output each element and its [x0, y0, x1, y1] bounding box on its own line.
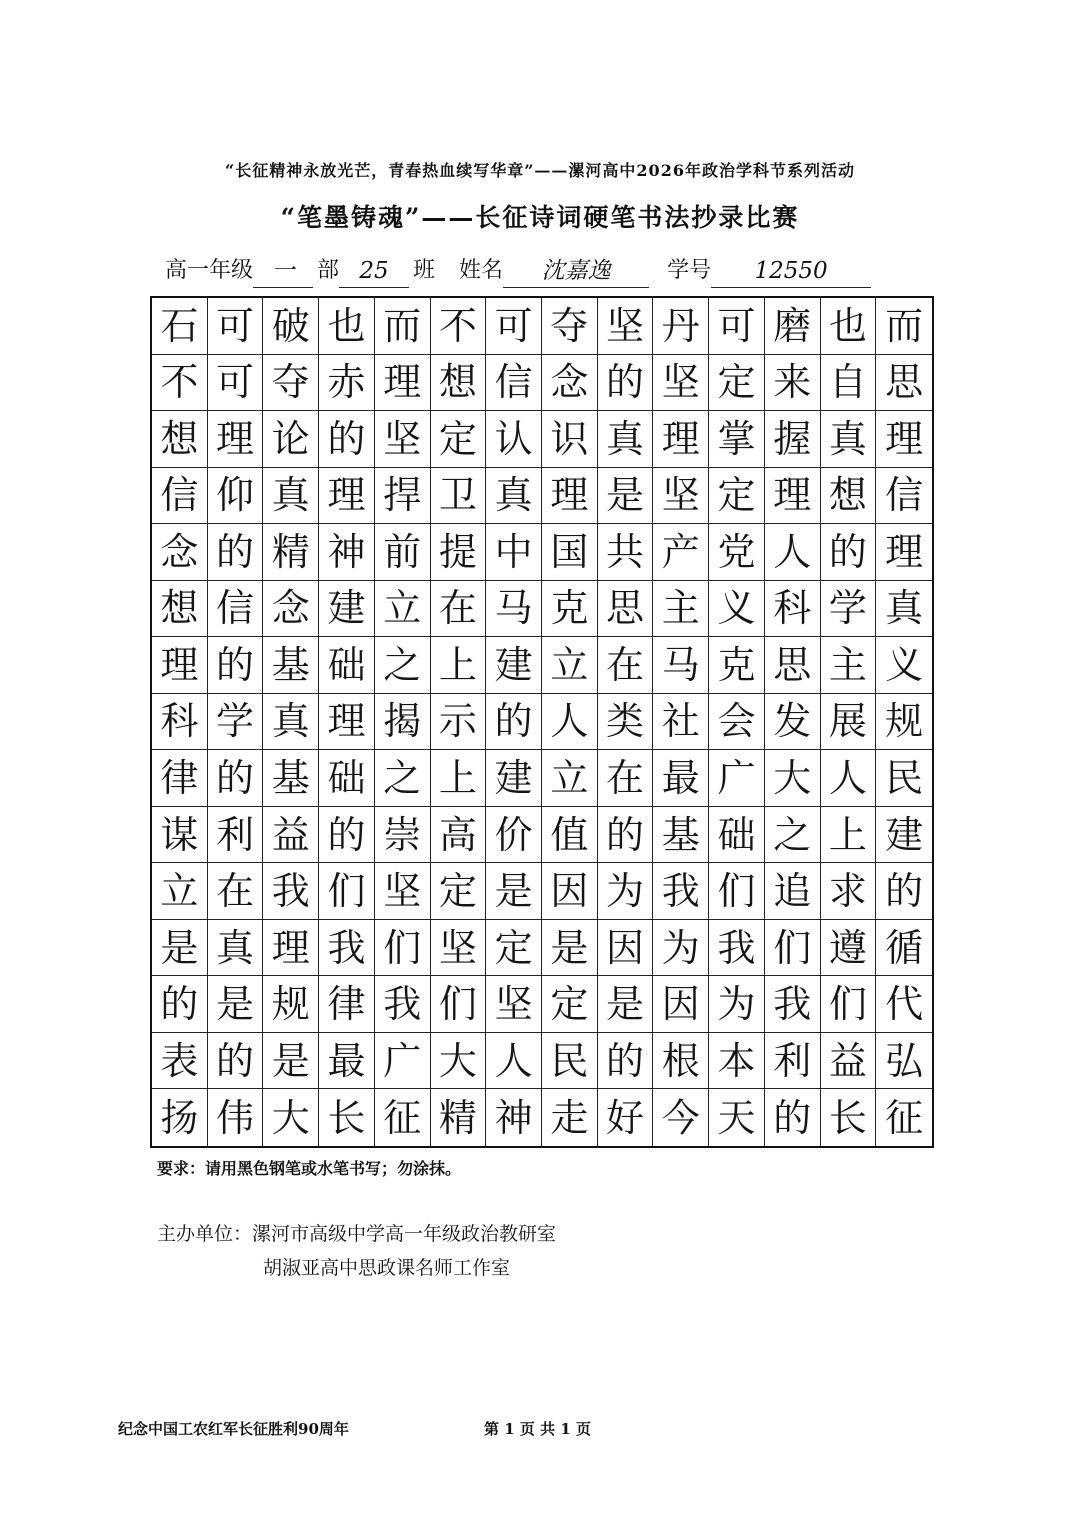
grid-cell: 的	[319, 411, 375, 468]
grid-cell: 的	[821, 524, 877, 581]
grid-cell: 为	[653, 920, 709, 977]
grid-cell: 真	[263, 694, 319, 751]
grid-cell: 们	[375, 920, 431, 977]
grid-cell: 是	[152, 920, 208, 977]
grid-cell: 坚	[375, 411, 431, 468]
grid-cell: 的	[208, 1033, 264, 1090]
grid-cell: 念	[263, 581, 319, 638]
grid-cell: 仰	[208, 468, 264, 525]
grid-cell: 理	[375, 355, 431, 412]
grid-cell: 们	[821, 976, 877, 1033]
grid-cell: 利	[208, 807, 264, 864]
grid-cell: 的	[598, 807, 654, 864]
grid-cell: 追	[765, 863, 821, 920]
grid-cell: 之	[375, 750, 431, 807]
grid-cell: 人	[821, 750, 877, 807]
grid-cell: 是	[486, 863, 542, 920]
grid-cell: 循	[876, 920, 932, 977]
grid-cell: 之	[765, 807, 821, 864]
grid-cell: 神	[319, 524, 375, 581]
grid-cell: 因	[653, 976, 709, 1033]
organizer-block	[157, 1217, 556, 1285]
grade-label: 高一年级	[165, 258, 254, 283]
grid-cell: 认	[486, 411, 542, 468]
grid-cell: 学	[208, 694, 264, 751]
grid-cell: 的	[152, 976, 208, 1033]
grid-cell: 想	[152, 581, 208, 638]
grid-cell: 们	[709, 863, 765, 920]
grid-cell: 的	[598, 355, 654, 412]
grid-cell: 中	[486, 524, 542, 581]
grid-cell: 建	[486, 637, 542, 694]
grid-cell: 好	[598, 1089, 654, 1146]
grid-cell: 理	[876, 411, 932, 468]
grid-cell: 真	[598, 411, 654, 468]
grid-cell: 伟	[208, 1089, 264, 1146]
grid-cell: 精	[263, 524, 319, 581]
grid-cell: 思	[876, 355, 932, 412]
grid-cell: 不	[152, 355, 208, 412]
grid-cell: 义	[876, 637, 932, 694]
grid-cell: 利	[765, 1033, 821, 1090]
grid-cell: 精	[431, 1089, 487, 1146]
grid-cell: 本	[709, 1033, 765, 1090]
class-label: 班	[413, 258, 436, 283]
grid-cell: 真	[876, 581, 932, 638]
grid-cell: 我	[765, 976, 821, 1033]
grid-cell: 可	[208, 298, 264, 355]
grid-cell: 可	[709, 298, 765, 355]
grid-cell: 因	[542, 863, 598, 920]
grid-cell: 我	[319, 920, 375, 977]
grid-cell: 可	[486, 298, 542, 355]
grid-cell: 想	[431, 355, 487, 412]
grid-cell: 的	[208, 750, 264, 807]
grid-cell: 国	[542, 524, 598, 581]
grid-cell: 是	[598, 468, 654, 525]
grid-cell: 立	[542, 637, 598, 694]
grid-cell: 求	[821, 863, 877, 920]
grid-cell: 上	[431, 750, 487, 807]
calligraphy-grid	[150, 296, 934, 1148]
grid-cell: 马	[486, 581, 542, 638]
grid-cell: 共	[598, 524, 654, 581]
grid-cell: 律	[152, 750, 208, 807]
grid-cell: 真	[263, 468, 319, 525]
grid-cell: 磨	[765, 298, 821, 355]
grid-cell: 真	[821, 411, 877, 468]
grid-cell: 建	[486, 750, 542, 807]
grid-cell: 为	[598, 863, 654, 920]
grid-cell: 高	[431, 807, 487, 864]
grid-cell: 走	[542, 1089, 598, 1146]
grid-cell: 克	[542, 581, 598, 638]
grid-cell: 的	[208, 637, 264, 694]
grid-cell: 表	[152, 1033, 208, 1090]
grid-cell: 示	[431, 694, 487, 751]
grid-cell: 律	[319, 976, 375, 1033]
grid-cell: 最	[319, 1033, 375, 1090]
grid-cell: 坚	[431, 920, 487, 977]
requirement-note: 要求：请用黑色钢笔或水笔书写；勿涂抹。	[157, 1159, 462, 1178]
grid-cell: 定	[486, 920, 542, 977]
name-label: 姓名	[459, 258, 504, 283]
division-label: 部	[317, 258, 340, 283]
grid-cell: 的	[876, 863, 932, 920]
organizer-line2: 胡淑亚高中思政课名师工作室	[263, 1257, 511, 1279]
grid-cell: 是	[542, 920, 598, 977]
event-subtitle: “长征精神永放光芒，青春热血续写华章”——漯河高中2026年政治学科节系列活动	[225, 161, 855, 180]
grid-cell: 夺	[263, 355, 319, 412]
grid-cell: 益	[821, 1033, 877, 1090]
grid-cell: 民	[876, 750, 932, 807]
grid-cell: 之	[375, 637, 431, 694]
grid-cell: 社	[653, 694, 709, 751]
grid-cell: 捍	[375, 468, 431, 525]
grid-cell: 是	[208, 976, 264, 1033]
grid-cell: 马	[653, 637, 709, 694]
grid-cell: 大	[431, 1033, 487, 1090]
grid-cell: 立	[152, 863, 208, 920]
grid-cell: 在	[431, 581, 487, 638]
grid-cell: 征	[375, 1089, 431, 1146]
grid-cell: 而	[375, 298, 431, 355]
grid-cell: 赤	[319, 355, 375, 412]
organizer-line1: 主办单位：漯河市高级中学高一年级政治教研室	[157, 1223, 557, 1245]
grid-cell: 而	[876, 298, 932, 355]
grid-cell: 理	[653, 411, 709, 468]
grid-cell: 是	[263, 1033, 319, 1090]
grid-cell: 上	[821, 807, 877, 864]
grid-cell: 会	[709, 694, 765, 751]
grid-cell: 理	[876, 524, 932, 581]
grid-cell: 在	[208, 863, 264, 920]
grid-cell: 定	[709, 468, 765, 525]
student-id-field[interactable]: 12550	[711, 256, 871, 288]
grid-cell: 念	[152, 524, 208, 581]
grid-cell: 理	[542, 468, 598, 525]
footer-commemoration: 纪念中国工农红军长征胜利90周年	[118, 1420, 349, 1438]
grid-cell: 规	[876, 694, 932, 751]
grid-cell: 人	[486, 1033, 542, 1090]
grid-cell: 也	[319, 298, 375, 355]
grid-cell: 天	[709, 1089, 765, 1146]
grid-cell: 建	[319, 581, 375, 638]
grid-cell: 我	[653, 863, 709, 920]
grid-cell: 征	[885, 1095, 924, 1140]
grid-cell: 民	[542, 1033, 598, 1090]
grid-cell: 产	[653, 524, 709, 581]
grid-cell: 我	[709, 920, 765, 977]
grid-cell: 前	[375, 524, 431, 581]
grid-cell: 念	[542, 355, 598, 412]
grid-cell: 主	[653, 581, 709, 638]
grid-cell: 最	[653, 750, 709, 807]
grid-cell: 在	[598, 750, 654, 807]
grid-cell: 理	[152, 637, 208, 694]
grid-cell: 可	[208, 355, 264, 412]
grid-cell: 们	[319, 863, 375, 920]
grid-cell: 识	[542, 411, 598, 468]
grid-cell: 在	[598, 637, 654, 694]
grid-cell: 的	[765, 1089, 821, 1146]
grid-cell: 类	[598, 694, 654, 751]
division-field[interactable]: 一	[253, 256, 313, 288]
grid-cell: 大	[765, 750, 821, 807]
grid-cell: 党	[709, 524, 765, 581]
grid-cell: 我	[375, 976, 431, 1033]
student-id-label: 学号	[667, 258, 712, 283]
grid-cell: 定	[542, 976, 598, 1033]
grid-cell: 础	[709, 807, 765, 864]
grid-cell: 的	[486, 694, 542, 751]
grid-cell: 卫	[431, 468, 487, 525]
grid-cell: 不	[431, 298, 487, 355]
grid-cell: 论	[263, 411, 319, 468]
grid-cell: 坚	[653, 468, 709, 525]
grid-cell: 为	[709, 976, 765, 1033]
grid-cell: 思	[765, 637, 821, 694]
grid-cell: 们	[765, 920, 821, 977]
grid-cell: 科	[152, 694, 208, 751]
grid-cell: 础	[319, 637, 375, 694]
grid-cell: 立	[375, 581, 431, 638]
grid-cell: 展	[821, 694, 877, 751]
grid-cell: 科	[765, 581, 821, 638]
grid-cell: 的	[208, 524, 264, 581]
grid-cell: 主	[821, 637, 877, 694]
grid-cell: 因	[598, 920, 654, 977]
class-field[interactable]: 25	[339, 256, 409, 288]
grid-cell: 真	[208, 920, 264, 977]
grid-cell: 理	[263, 920, 319, 977]
grid-cell: 础	[319, 750, 375, 807]
grid-cell: 坚	[598, 298, 654, 355]
grid-cell: 大	[263, 1089, 319, 1146]
grid-cell: 义	[709, 581, 765, 638]
grid-cell: 握	[765, 411, 821, 468]
grid-cell: 遵	[821, 920, 877, 977]
grid-cell: 来	[765, 355, 821, 412]
grid-cell: 规	[263, 976, 319, 1033]
grid-cell: 定	[431, 863, 487, 920]
grid-cell: 价	[486, 807, 542, 864]
grid-cell: 今	[653, 1089, 709, 1146]
grid-cell: 崇	[375, 807, 431, 864]
grid-cell: 夺	[542, 298, 598, 355]
grid-cell: 克	[709, 637, 765, 694]
grid-cell: 想	[152, 411, 208, 468]
grid-cell: 发	[765, 694, 821, 751]
grid-cell: 坚	[375, 863, 431, 920]
grid-cell: 广	[375, 1033, 431, 1090]
grid-cell: 的	[319, 807, 375, 864]
grid-cell: 值	[542, 807, 598, 864]
grid-cell: 真	[486, 468, 542, 525]
grid-cell: 也	[821, 298, 877, 355]
grid-cell: 代	[876, 976, 932, 1033]
grid-cell: 定	[709, 355, 765, 412]
grid-cell: 坚	[486, 976, 542, 1033]
grid-cell: 理	[208, 411, 264, 468]
grid-cell: 提	[431, 524, 487, 581]
grid-cell: 定	[431, 411, 487, 468]
grid-cell: 理	[319, 468, 375, 525]
grid-cell: 学	[821, 581, 877, 638]
grid-cell: 基	[653, 807, 709, 864]
grid-cell: 石	[152, 298, 208, 355]
grid-cell: 的	[598, 1033, 654, 1090]
grid-cell: 长	[319, 1089, 375, 1146]
grid-cell: 我	[263, 863, 319, 920]
grid-cell: 基	[263, 750, 319, 807]
grid-cell: 破	[263, 298, 319, 355]
grid-cell: 根	[653, 1033, 709, 1090]
grid-cell: 上	[431, 637, 487, 694]
grid-cell: 信	[152, 468, 208, 525]
grid-cell: 长	[821, 1089, 877, 1146]
contest-title: “笔墨铸魂”——长征诗词硬笔书法抄录比赛	[280, 203, 800, 232]
grid-cell: 揭	[375, 694, 431, 751]
grid-cell: 谋	[152, 807, 208, 864]
grid-cell: 广	[709, 750, 765, 807]
grid-cell: 益	[263, 807, 319, 864]
grid-cell: 丹	[653, 298, 709, 355]
name-field[interactable]: 沈嘉逸	[503, 256, 649, 288]
grid-cell: 思	[598, 581, 654, 638]
grid-cell: 信	[486, 355, 542, 412]
grid-cell: 自	[821, 355, 877, 412]
student-info-row	[165, 254, 905, 288]
footer-page-number: 第 1 页 共 1 页	[484, 1420, 591, 1438]
grid-cell: 信	[208, 581, 264, 638]
grid-cell: 是	[598, 976, 654, 1033]
grid-cell: 弘	[876, 1033, 932, 1090]
grid-cell: 理	[765, 468, 821, 525]
grid-cell: 人	[765, 524, 821, 581]
grid-cell: 掌	[709, 411, 765, 468]
grid-cell: 理	[319, 694, 375, 751]
grid-cell: 想	[821, 468, 877, 525]
grid-cell: 们	[431, 976, 487, 1033]
grid-cell: 人	[542, 694, 598, 751]
grid-cell: 神	[486, 1089, 542, 1146]
grid-cell: 基	[263, 637, 319, 694]
grid-cell: 扬	[152, 1089, 208, 1146]
grid-cell: 坚	[653, 355, 709, 412]
grid-cell: 立	[542, 750, 598, 807]
grid-cell: 建	[876, 807, 932, 864]
grid-cell: 信	[876, 468, 932, 525]
